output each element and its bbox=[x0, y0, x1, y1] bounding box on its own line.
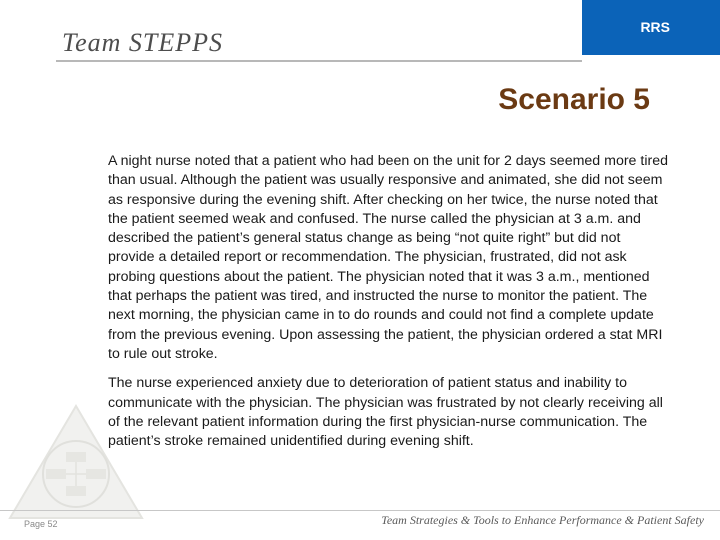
footer-divider bbox=[0, 510, 720, 511]
scenario-paragraph-1: A night nurse noted that a patient who had been on the unit for 2 days seemed more tired than usual. Although the patient was usually responsive and animated, she did not seem as responsive during the evening shift. After checking on her twice, the nurse noted that the patient seemed weak and confused. The nurse called the physician at 3 a.m. and described the patient’s general status change as being “not quite right” but did not provide a detailed report or recommendation. The physician, frustrated, did not ask probing questions about the patient. The physician noted that it was 3 a.m., mentioned that perhaps the patient was tired, and instructed the nurse to monitor the patient. The next morning, the physician came in to do rounds and could not find a complete update from the previous evening. Upon assessing the patient, the physician ordered a stat MRI to rule out stroke. bbox=[108, 153, 668, 362]
footer-tagline: Team Strategies & Tools to Enhance Performance & Patient Safety bbox=[381, 513, 704, 527]
rrs-badge bbox=[582, 0, 720, 55]
slide-title: Scenario 5 bbox=[498, 83, 650, 116]
rrs-badge-label: RRS bbox=[640, 19, 670, 35]
teamstepps-logo: Team STEPPS bbox=[62, 28, 223, 57]
scenario-body bbox=[108, 152, 668, 461]
page-number: Page 52 bbox=[24, 519, 58, 529]
header-divider bbox=[56, 60, 582, 62]
scenario-paragraph-2: The nurse experienced anxiety due to deterioration of patient status and inability to communicate with the physician. The physician was frustrated by not clearly receiving all of the relevant patient information during the first physician-nurse communication. The patient’s stroke remained unidentified during evening shift. bbox=[108, 375, 663, 450]
teamstepps-triangle-watermark-icon bbox=[6, 402, 146, 522]
